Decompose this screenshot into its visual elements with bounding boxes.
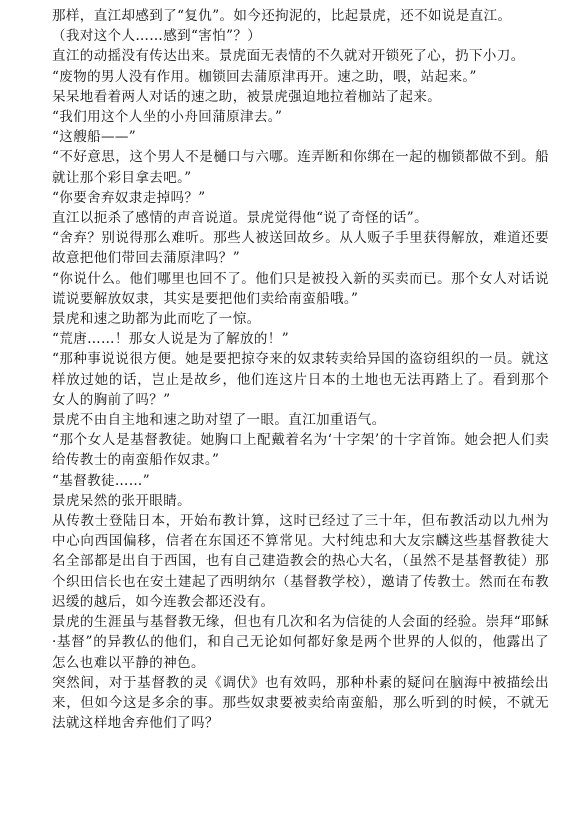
paragraph: “你要舍弃奴隶走掉吗？”	[52, 189, 206, 206]
paragraph: （我对这个人……感到“害怕”？）	[52, 28, 262, 45]
paragraph: 从传教士登陆日本，开始布教计算，这时已经过了三十年，但布教活动以九州为中心向西国偏移，信者在东国还不算常见。大村纯忠和大友宗麟这些基督教徒大名全部都是出自于西国，也有自己建造教会的热心大名，（虽然不是基督教徒）那个织田信长也在安土建起了西明纳尔（基督教学校），邀请了传教士。然而在布教迟缓的越后，如今连教会都还没有。	[52, 513, 549, 610]
paragraph: 那样，直江却感到了“复仇”。如今还拘泥的，比起景虎，还不如说是直江。	[52, 8, 512, 24]
paragraph: “荒唐……！那女人说是为了解放的！”	[52, 331, 290, 348]
paragraph: 景虎和速之助都为此而吃了一惊。	[52, 311, 261, 328]
paragraph: 景虎呆然的张开眼睛。	[52, 492, 191, 509]
paragraph: 突然间，对于基督教的灵《调伏》也有效吗，那种朴素的疑问在脑海中被描绘出来，但如今这是多余的事。那些奴隶要被卖给南蛮船，那么听到的时候，不就无法就这样地舍弃他们了吗？	[52, 674, 549, 732]
paragraph: “废物的男人没有作用。枷锁回去蒲原津再开。速之助，喂，站起来。”	[52, 68, 477, 85]
paragraph: 景虎的生涯虽与基督教无缘，但也有几次和名为信徒的人会面的经验。崇拜“耶稣·基督”的异教仏的他们，和自己无论如何都好象是两个世界的人似的，他露出了怎么也难以平静的神色。	[52, 614, 549, 671]
paragraph: 直江以扼杀了感情的声音说道。景虎觉得他“说了奇怪的话”。	[52, 210, 429, 227]
paragraph: 直江的动摇没有传达出来。景虎面无表情的不久就对开锁死了心，扔下小刀。	[52, 48, 525, 65]
paragraph: “基督教徒……”	[52, 472, 151, 489]
paragraph: “舍弃？别说得那么难听。那些人被送回故乡。从人贩子手里获得解放，难道还要故意把他们带回去蒲原津吗？”	[52, 230, 549, 267]
paragraph: “不好意思，这个男人不是樋口与六哪。连弄断和你绑在一起的枷锁都做不到。船就让那个彩目拿去吧。”	[52, 149, 549, 186]
paragraph: “我们用这个人坐的小舟回蒲原津去。”	[52, 109, 283, 126]
paragraph: 呆呆地看着两人对话的速之助，被景虎强迫地拉着枷站了起来。	[52, 88, 442, 105]
paragraph: “那个女人是基督教徒。她胸口上配戴着名为‘十字架’的十字首饰。她会把人们卖给传教士的南蛮船作奴隶。”	[52, 432, 549, 469]
paragraph: “这艘船——”	[52, 129, 137, 146]
paragraph: “那种事说说很方便。她是要把掠夺来的奴隶转卖给异国的盗窃组织的一员。就这样放过她的话，岂止是故乡，他们连这片日本的土地也无法再踏上了。看到那个女人的胸前了吗？”	[52, 351, 549, 408]
paragraph: “你说什么。他们哪里也回不了。他们只是被投入新的买卖而已。那个女人对话说谎说要解放奴隶，其实是要把他们卖给南蛮船哦。”	[52, 270, 549, 307]
paragraph: 景虎不由自主地和速之助对望了一眼。直江加重语气。	[52, 412, 386, 429]
